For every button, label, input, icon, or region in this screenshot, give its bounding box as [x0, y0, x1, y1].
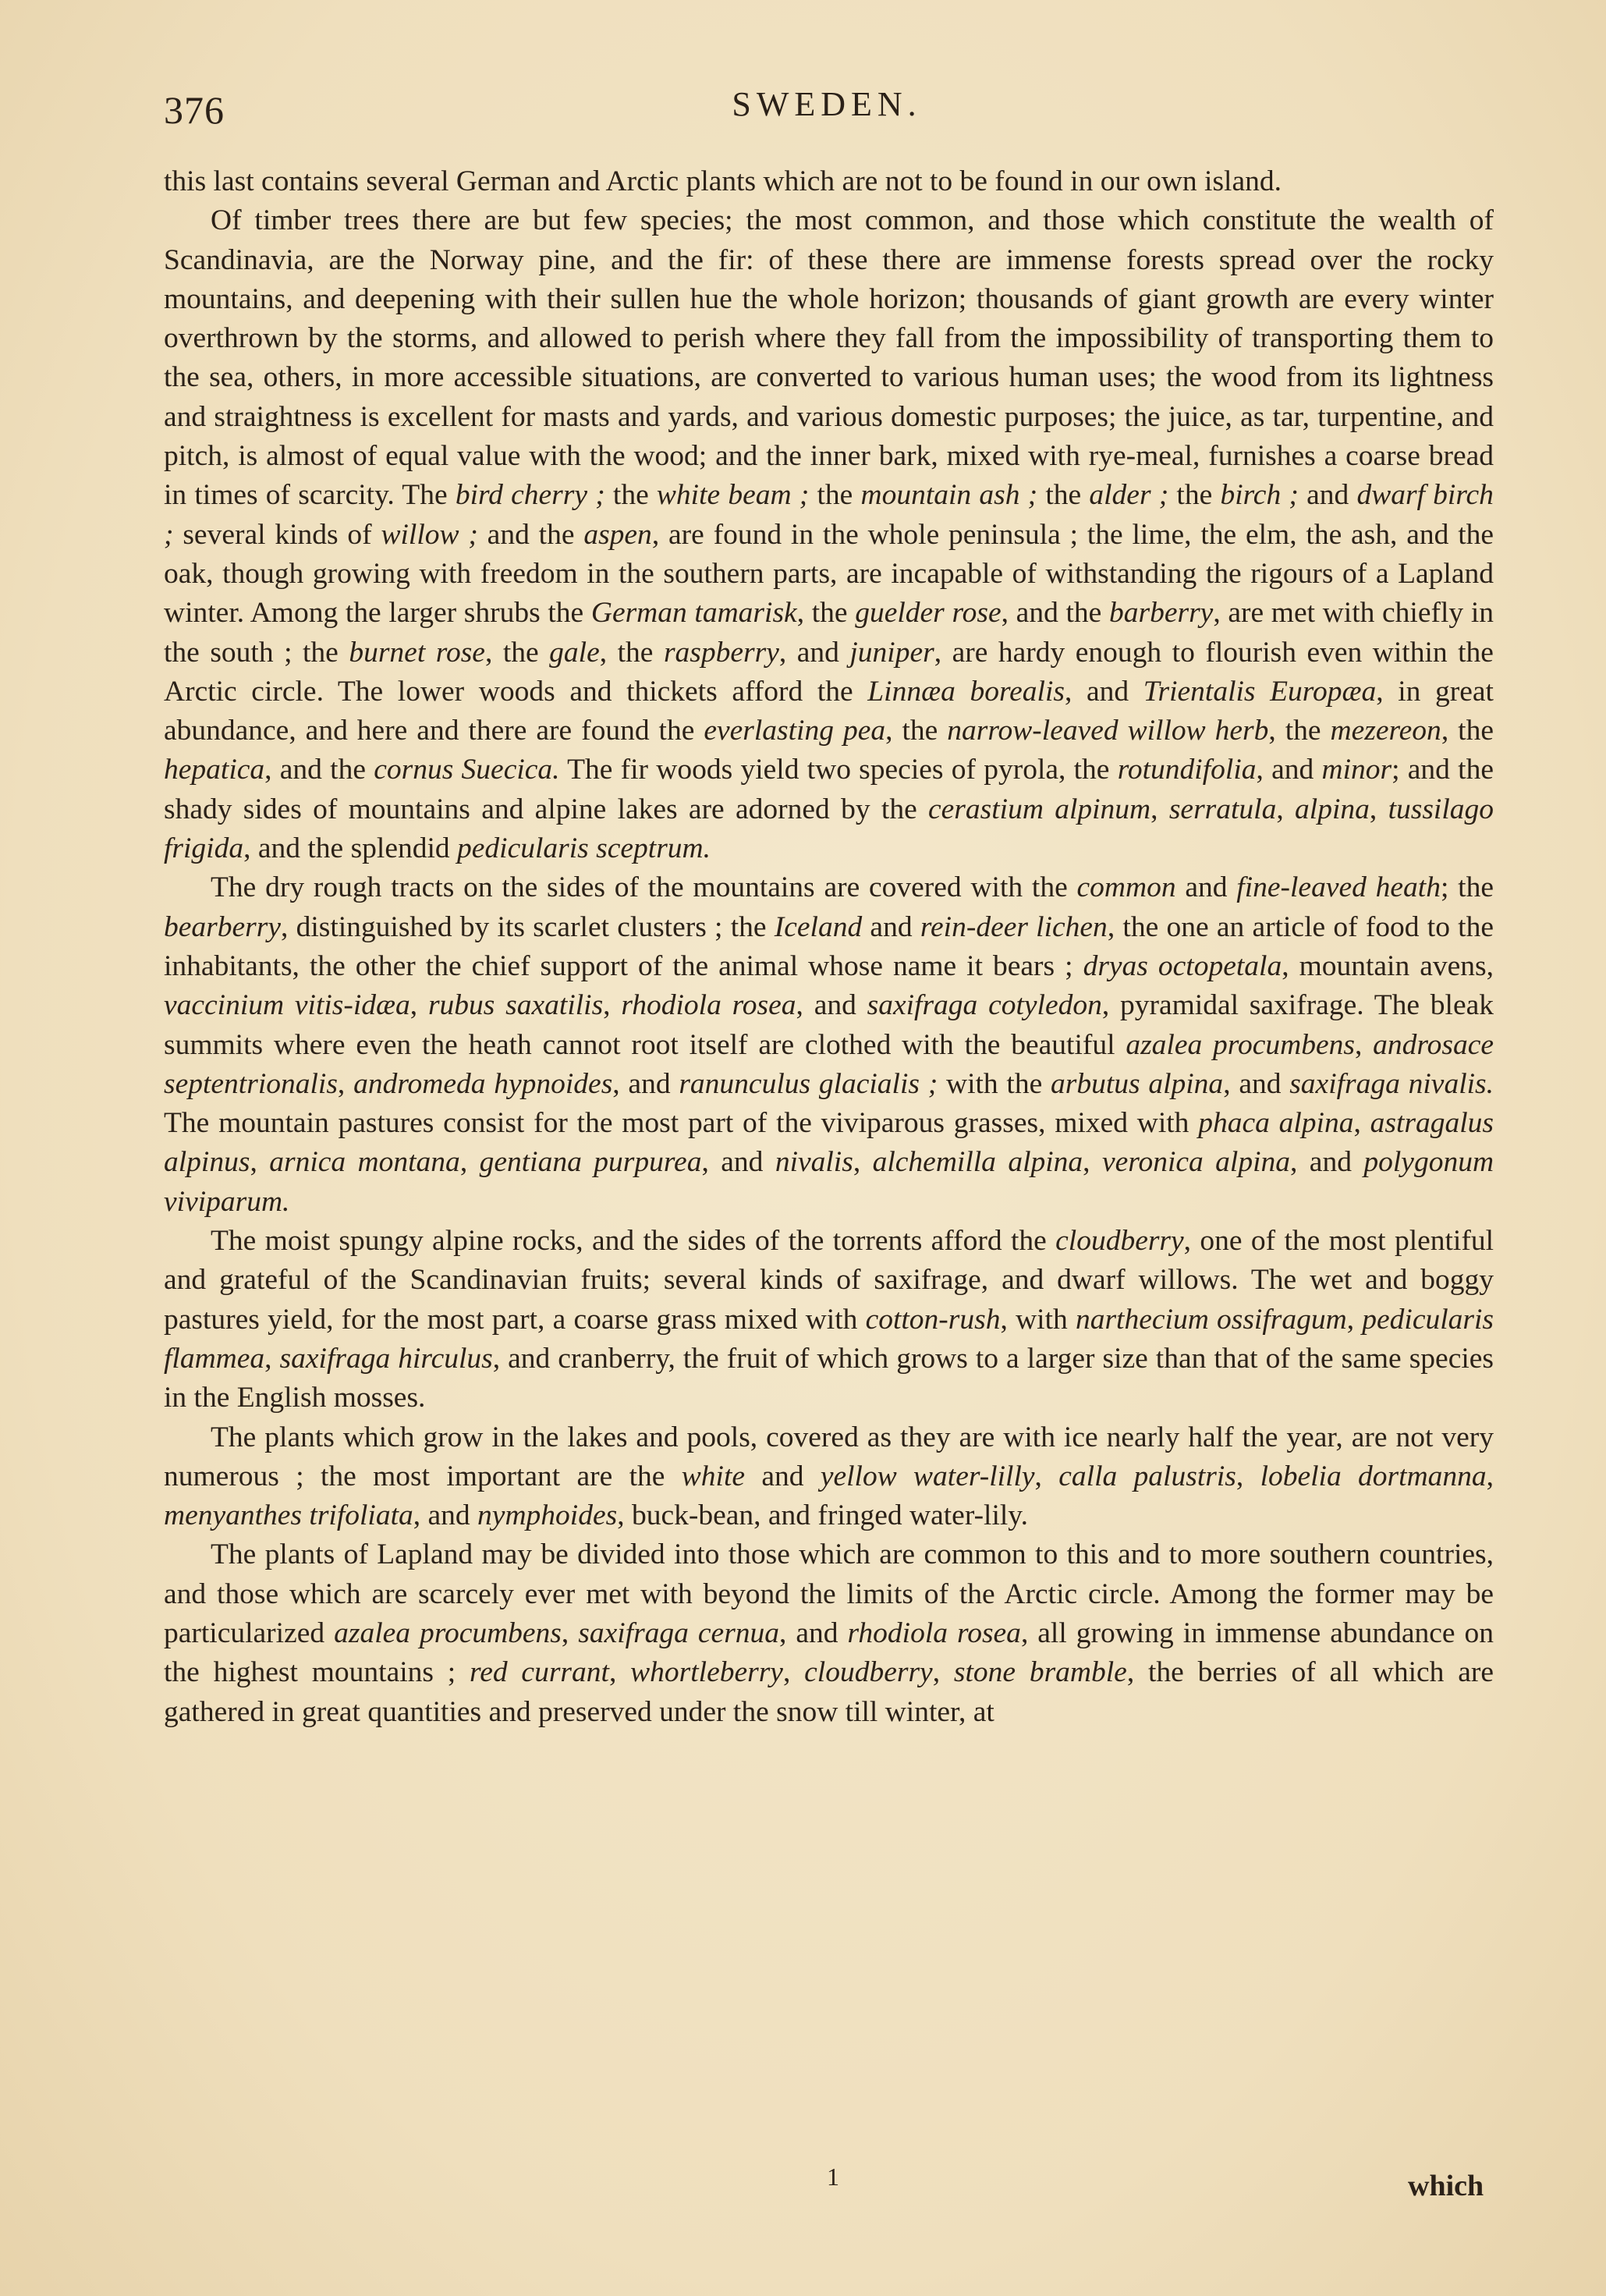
text-run: ,	[1236, 1460, 1260, 1492]
text-run: this last contains several German and Arctic plants which are not to be found in our own island.	[164, 165, 1282, 197]
text-run: The dry rough tracts on the sides of the mountains are covered with the	[211, 871, 1077, 904]
italic-text: dwarf birch ;	[164, 479, 1494, 551]
paragraph	[164, 1535, 1494, 1731]
body-text	[164, 162, 1494, 1732]
text-run: ; the	[1440, 871, 1494, 904]
text-run: and	[862, 910, 920, 943]
paragraph	[164, 1222, 1494, 1418]
text-run: , the	[1441, 715, 1494, 747]
text-run: , the one an article of food to the inhabitants, the other the chief support of the animal whose name it bears ;	[164, 910, 1494, 982]
italic-text: hepatica	[164, 754, 265, 786]
text-run: and	[1298, 479, 1357, 512]
text-run: ,	[608, 1656, 631, 1689]
italic-text: serratula	[1168, 793, 1277, 825]
text-run: , and	[796, 989, 867, 1022]
text-run: , and	[612, 1067, 679, 1100]
italic-text: rubus saxatilis	[427, 989, 604, 1022]
italic-text: bird cherry ;	[455, 479, 605, 512]
text-run: The fir woods yield two species of pyrola, the	[559, 754, 1118, 786]
italic-text: fine-leaved heath	[1236, 871, 1441, 904]
text-run: , pyramidal saxifrage. The bleak summits where even the heath cannot root itself are clothed with the beautiful	[164, 989, 1494, 1061]
text-run: ,	[853, 1146, 873, 1179]
italic-text: juniper	[849, 636, 934, 669]
text-run: and	[1175, 871, 1237, 904]
text-run: , and	[1064, 675, 1143, 708]
text-run: ; and the shady sides of mountains and alpine lakes are adorned by the	[164, 754, 1494, 825]
italic-text: azalea procumbens	[1126, 1028, 1355, 1061]
italic-text: Iceland	[774, 910, 863, 943]
italic-text: lobelia dortmanna	[1260, 1460, 1487, 1492]
italic-text: androsace septentrionalis	[164, 1028, 1494, 1100]
italic-text: guelder rose	[855, 597, 1002, 630]
text-run: with the	[938, 1067, 1051, 1100]
italic-text: mountain ash ;	[860, 479, 1038, 512]
italic-text: rhodiola rosea	[847, 1616, 1021, 1649]
paragraph	[164, 1418, 1494, 1536]
italic-text: aspen	[583, 518, 652, 551]
text-run: The plants which grow in the lakes and pools, covered as they are with ice nearly half the year, are not very numerous ; the most important are the	[164, 1421, 1494, 1492]
text-run: , are met with chiefly in the south ; the	[164, 597, 1494, 669]
italic-text: alchemilla alpina	[872, 1146, 1083, 1179]
text-run: , and	[413, 1499, 478, 1532]
italic-text: alpina	[1295, 793, 1370, 825]
text-run: , and the splendid	[243, 832, 458, 865]
italic-text: yellow water-lilly	[820, 1460, 1035, 1492]
text-run: ,	[1486, 1460, 1494, 1492]
italic-text: menyanthes trifoliata	[164, 1499, 413, 1532]
page-number: 376	[164, 88, 225, 132]
italic-text: pedicularis flammea	[164, 1303, 1494, 1375]
text-run: the	[1037, 479, 1090, 512]
italic-text: ranunculus glacialis ;	[679, 1067, 938, 1100]
italic-text: vaccinium vitis-idæa	[164, 989, 410, 1022]
text-run: , and the	[264, 754, 374, 786]
italic-text: saxifraga nivalis.	[1289, 1067, 1494, 1100]
italic-text: narrow-leaved willow herb	[947, 715, 1269, 747]
catchword: which	[1408, 2170, 1484, 2202]
italic-text: nymphoides	[477, 1499, 618, 1532]
paragraph	[164, 201, 1494, 868]
italic-text: burnet rose	[349, 636, 485, 669]
italic-text: azalea procumbens	[334, 1616, 562, 1649]
text-run: , the	[1268, 715, 1331, 747]
text-run: ,	[1034, 1460, 1059, 1492]
text-run: , and	[1256, 754, 1322, 786]
italic-text: birch ;	[1220, 479, 1299, 512]
text-run: , the	[599, 636, 664, 669]
text-run: , mountain avens,	[1282, 949, 1494, 982]
text-run: ,	[1354, 1028, 1374, 1061]
italic-text: narthecium ossifragum	[1075, 1303, 1347, 1336]
italic-text: rotundifolia	[1117, 754, 1257, 786]
text-run: the	[809, 479, 861, 512]
text-run: , are hardy enough to flourish even within the Arctic circle. The lower woods and thickets afford the	[164, 636, 1494, 708]
italic-text: bearberry	[164, 910, 281, 943]
italic-text: raspberry	[663, 636, 779, 669]
text-run: , and	[778, 636, 850, 669]
text-run: ,	[459, 1146, 480, 1179]
italic-text: pedicularis sceptrum.	[457, 832, 711, 865]
text-run: and	[745, 1460, 821, 1492]
italic-text: gale	[549, 636, 600, 669]
text-run: and the	[477, 518, 584, 551]
italic-text: willow ;	[381, 518, 478, 551]
italic-text: andromeda hypnoides	[353, 1067, 613, 1100]
italic-text: veronica alpina	[1101, 1146, 1291, 1179]
italic-text: rein-deer lichen	[920, 910, 1108, 943]
text-run: , and the	[1001, 597, 1109, 630]
italic-text: tussilago frigida	[164, 793, 1494, 865]
text-run: ,	[603, 989, 622, 1022]
italic-text: everlasting pea	[704, 715, 886, 747]
italic-text: saxifraga cernua	[578, 1616, 780, 1649]
italic-text: dryas octopetala	[1083, 949, 1282, 982]
italic-text: stone bramble	[953, 1656, 1127, 1689]
italic-text: arnica montana	[269, 1146, 460, 1179]
text-run: , with	[1000, 1303, 1076, 1336]
text-run: , the	[484, 636, 550, 669]
text-run: , and	[701, 1146, 775, 1179]
italic-text: red currant	[470, 1656, 609, 1689]
text-run: ,	[561, 1616, 579, 1649]
italic-text: cloudberry	[1055, 1225, 1184, 1258]
italic-text: saxifraga hirculus	[279, 1342, 493, 1375]
running-head: SWEDEN.	[732, 85, 922, 123]
text-run: , distinguished by its scarlet clusters ; the	[280, 910, 775, 943]
italic-text: phaca alpina	[1198, 1107, 1354, 1140]
italic-text: white beam ;	[656, 479, 810, 512]
text-run: the	[1168, 479, 1221, 512]
text-run: , all growing in immense abundance on the highest mountains ;	[164, 1616, 1494, 1689]
italic-text: mezereon	[1330, 715, 1441, 747]
text-run: ,	[1276, 793, 1296, 825]
italic-text: cornus Suecica.	[374, 754, 560, 786]
text-run: ,	[337, 1067, 354, 1100]
text-run: , buck-bean, and fringed water-lily.	[617, 1499, 1029, 1532]
italic-text: saxifraga cotyledon	[867, 989, 1102, 1022]
italic-text: Trientalis Europæa	[1143, 675, 1377, 708]
text-run: , and	[1290, 1146, 1364, 1179]
italic-text: cloudberry	[804, 1656, 933, 1689]
italic-text: arbutus alpina	[1050, 1067, 1224, 1100]
text-run: , the	[885, 715, 948, 747]
text-run: The plants of Lapland may be divided into those which are common to this and to more southern countries, and those which are scarcely ever met with beyond the limits of the Arctic circle. Among the former may be particularized	[164, 1538, 1494, 1649]
text-run: ,	[1353, 1107, 1370, 1140]
paragraph	[164, 162, 1494, 201]
signature-mark: 1	[827, 2163, 839, 2191]
text-run: ,	[1150, 793, 1169, 825]
italic-text: gentiana purpurea	[479, 1146, 702, 1179]
text-run: ,	[1083, 1146, 1102, 1179]
text-run: the	[604, 479, 657, 512]
italic-text: astragalus alpinus	[164, 1107, 1494, 1179]
italic-text: rhodiola rosea	[621, 989, 796, 1022]
italic-text: minor	[1321, 754, 1392, 786]
text-run: ,	[782, 1656, 805, 1689]
italic-text: polygonum viviparum.	[164, 1146, 1494, 1218]
italic-text: German tamarisk	[590, 597, 797, 630]
italic-text: cotton-rush	[865, 1303, 1001, 1336]
text-run: ,	[264, 1342, 280, 1375]
text-run: , and	[1223, 1067, 1290, 1100]
text-run: , and cranberry, the fruit of which grows to a larger size than that of the same species in the English mosses.	[164, 1342, 1494, 1414]
text-run: The mountain pastures consist for the most part of the viviparous grasses, mixed with	[164, 1107, 1199, 1140]
text-run: , the	[796, 597, 856, 630]
italic-text: cerastium alpinum	[928, 793, 1151, 825]
italic-text: Linnæa borealis	[867, 675, 1065, 708]
text-run: , the berries of all which are gathered in great quantities and preserved under the snow till winter, at	[164, 1656, 1494, 1728]
text-run: ,	[1369, 793, 1388, 825]
italic-text: whortleberry	[630, 1656, 783, 1689]
text-run: ,	[250, 1146, 270, 1179]
text-run: The moist spungy alpine rocks, and the sides of the torrents afford the	[211, 1225, 1056, 1258]
italic-text: calla palustris	[1058, 1460, 1236, 1492]
text-run: , in great abundance, and here and there are found the	[164, 675, 1494, 747]
text-run: ,	[932, 1656, 954, 1689]
text-run: , and	[779, 1616, 848, 1649]
italic-text: barberry	[1108, 597, 1214, 630]
text-run: , are found in the whole peninsula ; the lime, the elm, the ash, and the oak, though growing with freedom in the southern parts, are incapable of withstanding the rigours of a Lapland winter. Among the larger shrubs the	[164, 518, 1494, 630]
text-run: , one of the most plentiful and grateful of the Scandinavian fruits; several kinds of saxifrage, and dwarf willows. The wet and boggy pastures yield, for the most part, a coarse grass mixed with	[164, 1225, 1494, 1336]
text-run: Of timber trees there are but few species; the most common, and those which constitute the wealth of Scandinavia, are the Norway pine, and the fir: of these there are immense forests spread over the rocky mountains, and deepening with their sullen hue the whole horizon; thousands of giant growth are every winter overthrown by the storms, and allowed to perish where they fall from the impossibility of transporting them to the sea, others, in more accessible situations, are converted to various human uses; the wood from its lightness and straightness is excellent for masts and yards, and various domestic purposes; the juice, as tar, turpentine, and pitch, is almost of equal value with the wood; and the inner bark, mixed with rye-meal, furnishes a coarse bread in times of scarcity. The	[164, 204, 1494, 512]
italic-text: nivalis	[775, 1146, 853, 1179]
italic-text: alder ;	[1089, 479, 1169, 512]
page-header	[164, 81, 1490, 136]
text-run: ,	[409, 989, 428, 1022]
italic-text: white	[681, 1460, 746, 1492]
italic-text: common	[1076, 871, 1176, 904]
text-run: ,	[1346, 1303, 1363, 1336]
paragraph	[164, 868, 1494, 1222]
text-run: several kinds of	[173, 518, 381, 551]
